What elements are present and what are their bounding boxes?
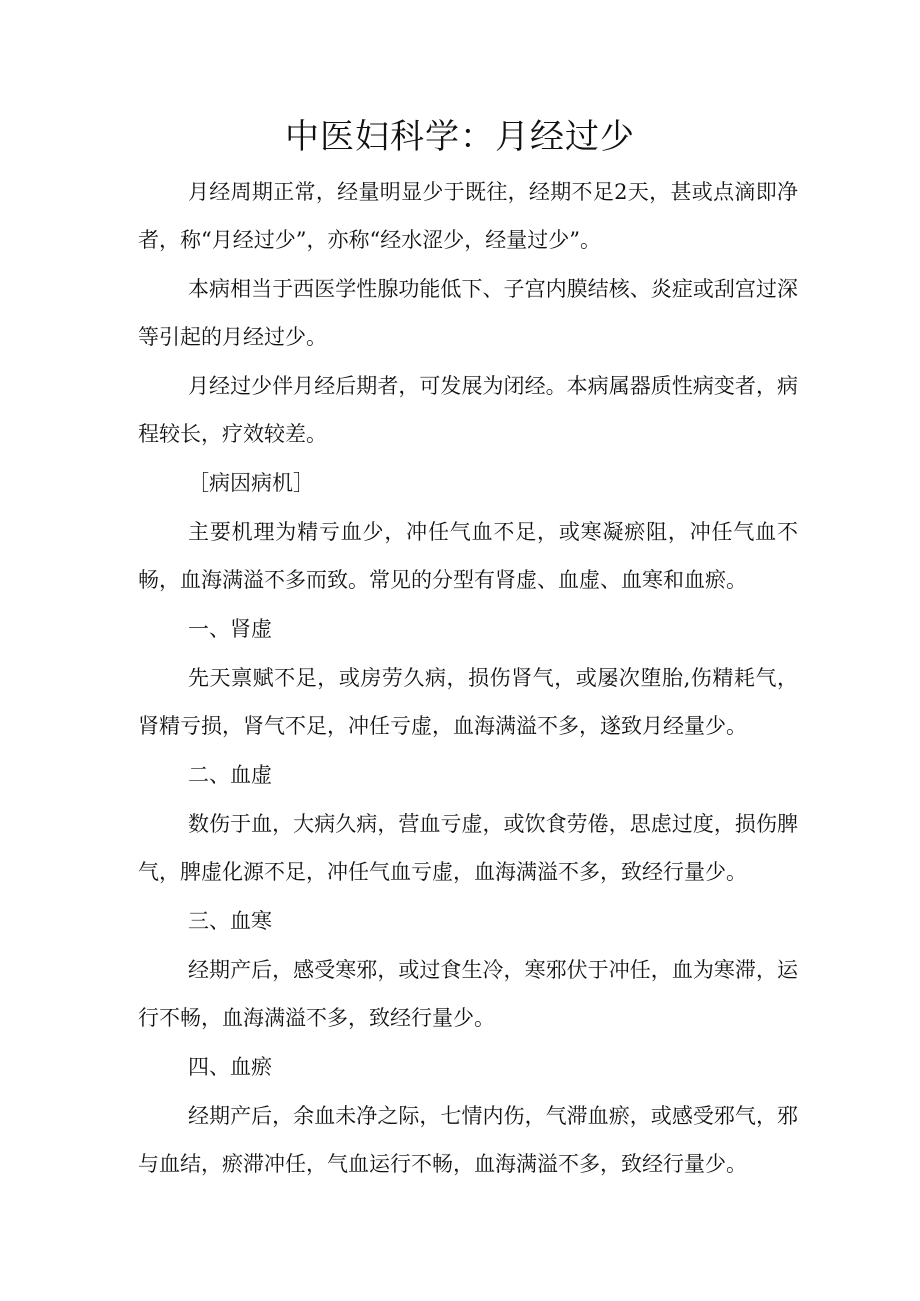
paragraph-blood-stasis: 经期产后，余血未净之际，七情内伤，气滞血瘀，或感受邪气，邪与血结，瘀滞冲任，气血运行不畅，血海满溢不多，致经行量少。 (138, 1104, 798, 1176)
subheading-kidney-deficiency: 一、肾虚 (188, 617, 272, 641)
subheading-blood-cold: 三、血寒 (188, 909, 272, 933)
paragraph-blood-deficiency: 数伤于血，大病久病，营血亏虚，或饮食劳倦，思虑过度，损伤脾气，脾虚化源不足，冲任气血亏虚，血海满溢不多，致经行量少。 (138, 812, 798, 884)
paragraph-definition: 月经周期正常，经量明显少于既往，经期不足2天，甚或点滴即净者，称“月经过少”，亦称“经水涩少，经量过少”。 (138, 180, 798, 252)
document-title: 中医妇科学：月经过少 (285, 117, 635, 157)
subheading-blood-stasis: 四、血瘀 (188, 1055, 272, 1079)
paragraph-prognosis: 月经过少伴月经后期者，可发展为闭经。本病属器质性病变者，病程较长，疗效较差。 (138, 374, 798, 446)
paragraph-western-equivalent: 本病相当于西医学性腺功能低下、子宫内膜结核、炎症或刮宫过深等引起的月经过少。 (138, 277, 798, 349)
document-body (138, 168, 798, 1188)
paragraph-kidney-deficiency: 先天禀赋不足，或房劳久病，损伤肾气，或屡次堕胎,伤精耗气，肾精亏损，肾气不足，冲任亏虚，血海满溢不多，遂致月经量少。 (138, 666, 798, 738)
section-heading-etiology: ［病因病机］ (188, 471, 314, 495)
paragraph-blood-cold: 经期产后，感受寒邪，或过食生冷，寒邪伏于冲任，血为寒滞，运行不畅，血海满溢不多，致经行量少。 (138, 958, 798, 1030)
paragraph-mechanism: 主要机理为精亏血少，冲任气血不足，或寒凝瘀阻，冲任气血不畅，血海满溢不多而致。常见的分型有肾虚、血虚、血寒和血瘀。 (138, 520, 798, 592)
subheading-blood-deficiency: 二、血虚 (188, 763, 272, 787)
